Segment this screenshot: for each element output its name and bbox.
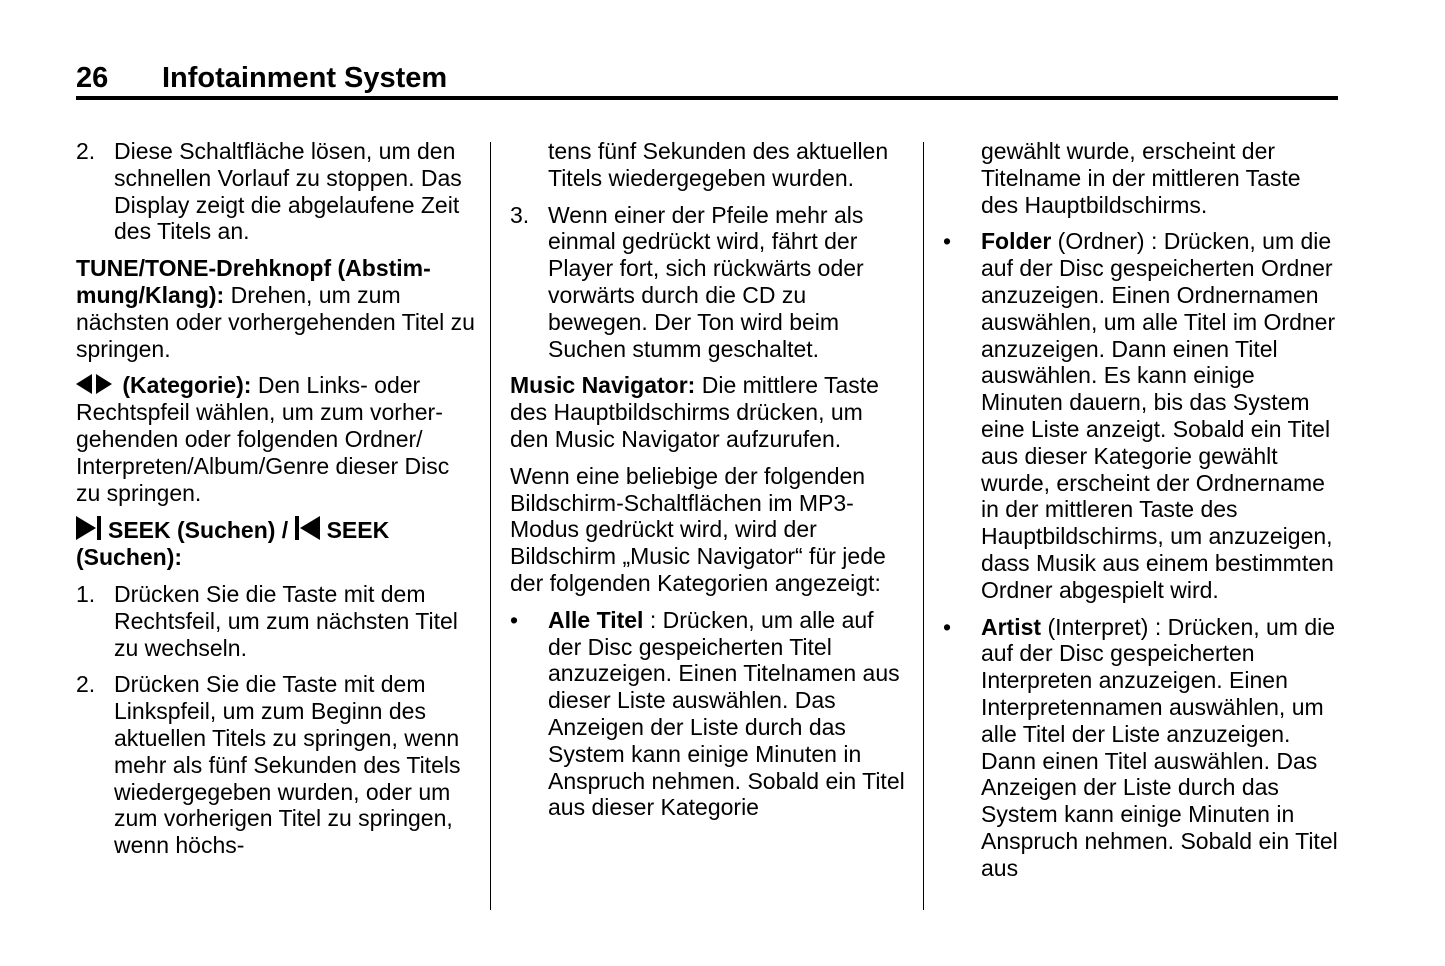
category-text: Den Links- oder Rechtspfeil wählen, um zum vorhergehenden oder folgenden Ordner/ Interpreten/Album/Genre dieser Disc zu springen. [76, 372, 450, 506]
item-text: Drücken Sie die Taste mit dem Linkspfeil, um zum Beginn des aktuellen Titels zu springen, wenn mehr als fünf Sekunden des Titels wiedergegeben wurden, oder um zum vorherigen Titel zu springen, wenn höchs- [114, 671, 461, 859]
item-text: Diese Schaltfläche lösen, um den schnellen Vorlauf zu stoppen. Das Display zeigt die abgelaufene Zeit des Titels an. [114, 138, 462, 245]
bullet-icon: • [943, 613, 952, 640]
intro-paragraph: Wenn eine beliebige der folgenden Bildschirm-Schaltflächen im MP3-Modus gedrückt wird, wird der Bildschirm „Music Navigator“ für jede der folgenden Kategorien angezeigt: [510, 462, 886, 596]
navigator-text: Die mittlere Taste des Hauptbildschirms drücken, um den Music Navigator aufzurufen. [510, 372, 879, 452]
list-item [76, 671, 476, 859]
artist-label: Artist [981, 613, 1042, 640]
list-item [76, 138, 476, 245]
alle-titel-label: Alle Titel [548, 606, 644, 633]
seek-back-icon [295, 516, 321, 540]
column-1 [76, 138, 476, 869]
bullet-item [943, 614, 1338, 882]
artist-text: (Interpret) : Drücken, um die auf der Disc gespeicherten Interpreten anzuzeigen. Einen Interpretennamen auswählen, um alle Titel der Liste anzuzeigen. Dann einen Titel auswählen. Das Anzeigen der Liste durch das System kann einige Minuten in Anspruch nehmen. Sobald ein Titel aus [981, 613, 1338, 881]
navigator-paragraph [510, 372, 905, 452]
arrow-right-icon [96, 374, 112, 394]
seek-forward-icon [76, 516, 102, 540]
page-header [76, 60, 1338, 100]
navigator-label: Music Navigator: [510, 372, 696, 399]
seek-label-1: SEEK (Suchen) / [108, 517, 289, 544]
bullet-item [510, 607, 905, 821]
alle-titel-text: : Drücken, um alle auf der Disc gespeicherten Titel anzuzeigen. Einen Titelnamen aus dieser Liste auswählen. Das Anzeigen der Liste durch das System kann einige Minuten in Anspruch nehmen. Sobald ein Titel aus dieser Kategorie [548, 606, 905, 821]
bullet-icon: • [510, 606, 519, 633]
item-number: 3. [510, 201, 530, 228]
tune-label: TUNE/TONE-Drehknopf (Abstimmung/Klang): [76, 255, 431, 308]
item-number: 1. [76, 580, 96, 607]
bullet-item [943, 228, 1338, 603]
tune-paragraph [76, 255, 476, 362]
list-item [510, 202, 905, 363]
seek-label-2: SEEK (Suchen): [76, 517, 390, 571]
bullet-icon: • [943, 228, 952, 255]
page-number: 26 [76, 62, 109, 94]
seek-heading [76, 516, 476, 571]
section-title: Infotainment System [162, 62, 448, 94]
item-text: Wenn einer der Pfeile mehr als einmal gedrückt wird, fährt der Player fort, sich rückwärts oder vorwärts durch die CD zu bewegen. Der Ton wird beim Suchen stumm geschaltet. [548, 201, 864, 362]
column-2 [510, 138, 905, 831]
category-paragraph [76, 372, 476, 506]
column-divider [923, 142, 924, 910]
continued-text: tens fünf Sekunden des aktuellen Titels wiedergegeben wurden. [548, 138, 889, 191]
list-item [76, 581, 476, 661]
column-divider [490, 142, 491, 910]
arrow-left-icon [76, 374, 92, 394]
continued-text: gewählt wurde, erscheint der Titelname in der mittleren Taste des Hauptbildschirms. [981, 138, 1301, 218]
category-label: (Kategorie): [122, 372, 252, 399]
item-number: 2. [76, 138, 96, 164]
folder-label: Folder [981, 228, 1052, 255]
item-text: Drücken Sie die Taste mit dem Rechtsfeil, um zum nächsten Titel zu wechseln. [114, 580, 458, 661]
folder-text: (Ordner) : Drücken, um die auf der Disc gespeicherten Ordner anzuzeigen. Einen Ordnernamen auswählen, um alle Titel im Ordner anzuzeigen. Dann einen Titel auswählen. Es kann einige Minuten dauern, bis das System eine Liste anzeigt. Sobald ein Titel aus dieser Kategorie gewählt wurde, erscheint der Ordnername in der mittleren Taste des Hauptbildschirms, um anzuzeigen, dass Musik aus einem bestimmten Ordner abgespielt wird. [981, 228, 1336, 603]
item-number: 2. [76, 671, 96, 698]
column-3 [943, 138, 1338, 892]
tune-text: Drehen, um zum nächsten oder vorhergehenden Titel zu springen. [76, 281, 475, 362]
